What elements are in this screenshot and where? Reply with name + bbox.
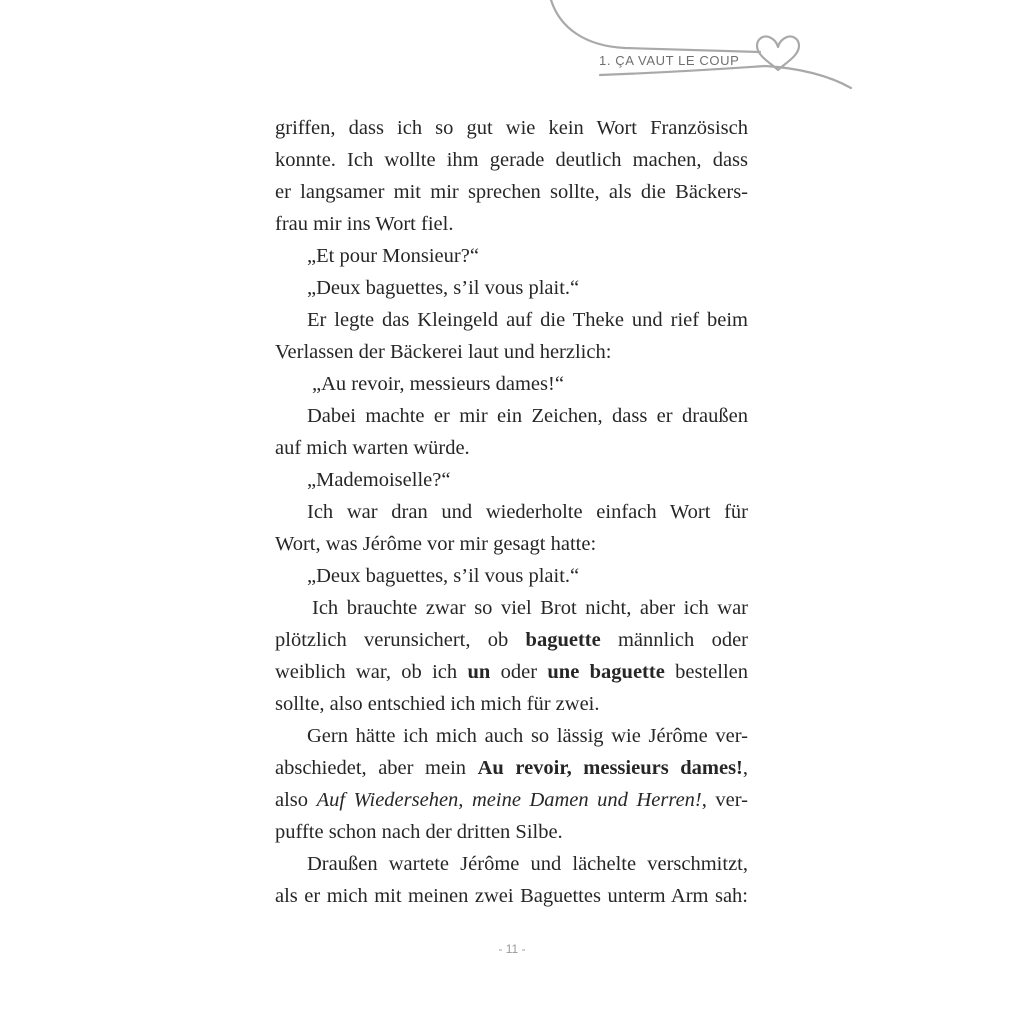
bold-term: un xyxy=(467,661,491,683)
dialogue-line: „Mademoiselle?“ xyxy=(307,469,451,491)
text-line: Dabei machte er mir ein Zeichen, dass er draußen xyxy=(307,405,748,427)
dialogue-line: „Deux baguettes, s’il vous plait.“ xyxy=(307,277,580,299)
text-span: weiblich war, ob ich xyxy=(275,661,468,683)
text-span: bestellen xyxy=(664,661,748,683)
text-line: als er mich mit meinen zwei Baguettes unterm Arm sah: xyxy=(275,885,748,907)
text-line: Draußen wartete Jérôme und lächelte verschmitzt, xyxy=(307,853,748,875)
text-line xyxy=(275,784,748,816)
text-line: Gern hätte ich mich auch so lässig wie Jérôme ver- xyxy=(307,725,748,747)
text-line xyxy=(275,752,748,784)
text-line: auf mich warten würde. xyxy=(275,437,470,459)
text-span: männlich oder xyxy=(600,629,748,651)
italic-translation: Auf Wiedersehen, meine Damen und Herren! xyxy=(316,789,702,811)
text-line: er langsamer mit mir sprechen sollte, als die Bäckers- xyxy=(275,181,748,203)
text-span: abschiedet, aber mein xyxy=(275,757,478,779)
bold-term: baguette xyxy=(525,629,601,651)
text-line: griffen, dass ich so gut wie kein Wort Französisch xyxy=(275,117,748,139)
bold-term: Au revoir, messieurs dames! xyxy=(477,757,743,779)
dialogue-line: „Deux baguettes, s’il vous plait.“ xyxy=(307,565,580,587)
text-span: , ver- xyxy=(701,789,749,811)
text-span: oder xyxy=(490,661,548,683)
text-line: puffte schon nach der dritten Silbe. xyxy=(275,821,563,843)
text-span: , xyxy=(742,757,749,779)
text-line: Verlassen der Bäckerei laut und herzlich: xyxy=(275,341,612,363)
text-line: Wort, was Jérôme vor mir gesagt hatte: xyxy=(275,533,597,555)
heart-outline-icon xyxy=(0,0,1024,130)
dialogue-line: „Et pour Monsieur?“ xyxy=(307,245,479,267)
dialogue-line: „Au revoir, messieurs dames!“ xyxy=(312,373,564,395)
text-line: konnte. Ich wollte ihm gerade deutlich machen, dass xyxy=(275,149,748,171)
text-span: also xyxy=(275,789,317,811)
page-number: - 11 - xyxy=(498,942,526,956)
chapter-running-header: 1. ÇA VAUT LE COUP xyxy=(599,53,740,68)
bold-term: une baguette xyxy=(547,661,665,683)
text-line: sollte, also entschied ich mich für zwei. xyxy=(275,693,600,715)
text-line: Er legte das Kleingeld auf die Theke und rief beim xyxy=(307,309,748,331)
text-line xyxy=(275,656,748,688)
body-text xyxy=(275,112,748,912)
text-line: frau mir ins Wort fiel. xyxy=(275,213,454,235)
text-span: plötzlich verunsichert, ob xyxy=(275,629,526,651)
text-line xyxy=(275,624,748,656)
text-line: Ich brauchte zwar so viel Brot nicht, aber ich war xyxy=(312,597,748,619)
text-line: Ich war dran und wiederholte einfach Wort für xyxy=(307,501,748,523)
